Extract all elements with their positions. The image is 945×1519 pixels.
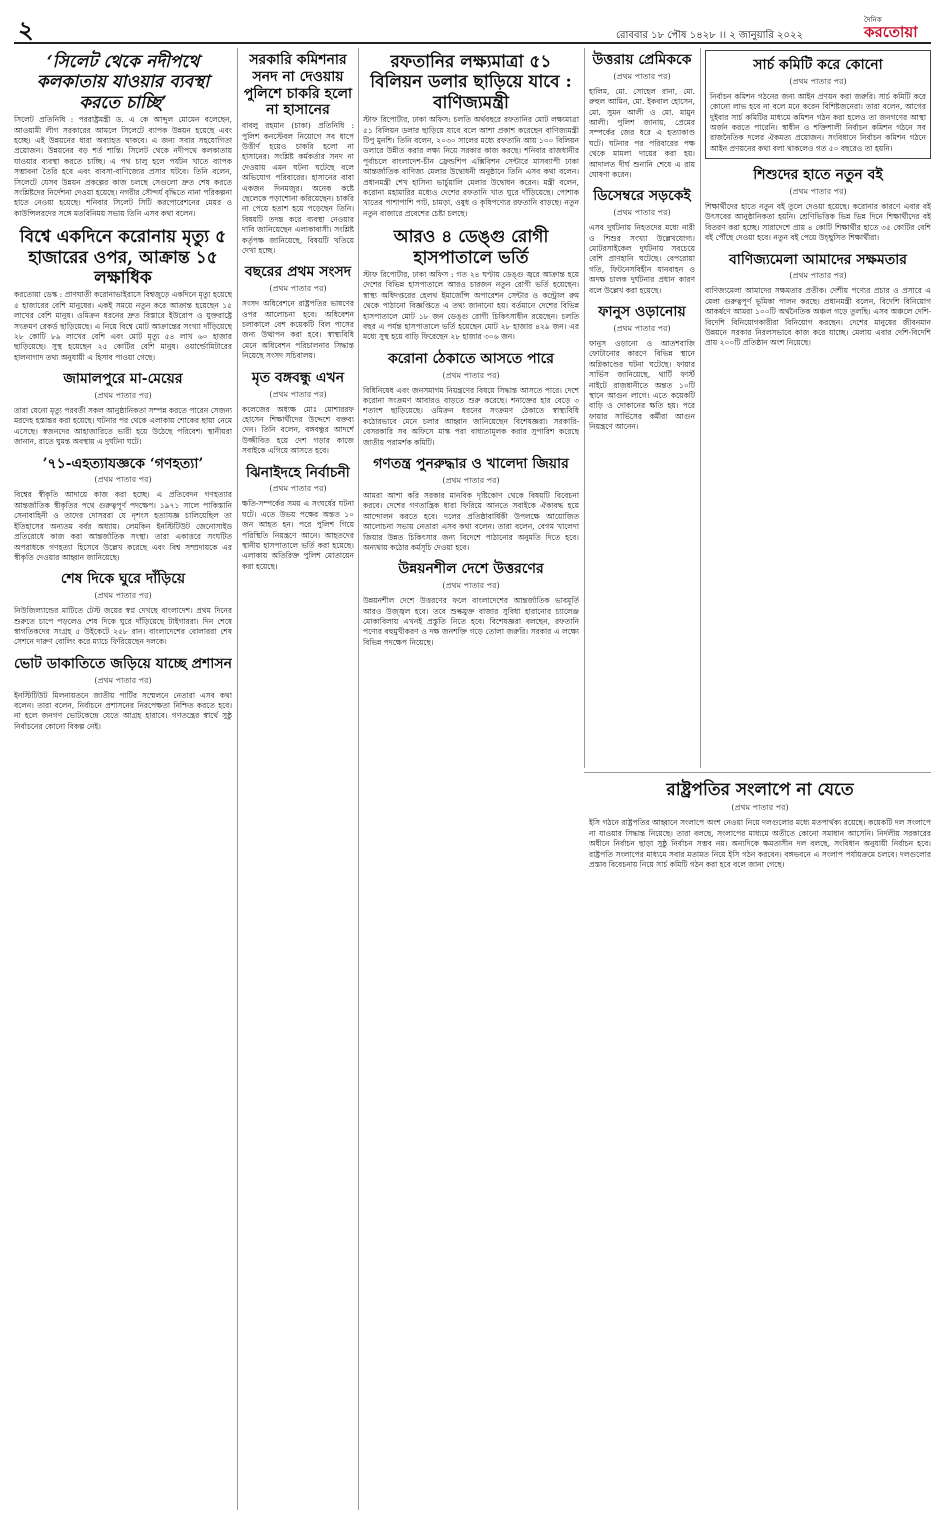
article-headline: ঝিনাইদহে নির্বাচনী xyxy=(246,464,350,481)
article-body: বিধিনিষেধ এবং জনসমাগম নিয়ন্ত্রণের বিষয়ে সিদ্ধান্ত আসতে পারে। দেশে করোনা সংক্রমণ আবারও বাড়তে শুরু করেছে। শনাক্তের হার বেড়ে ৩ শতাংশ ছাড়িয়েছে। ওমিক্রন ধরনের সংক্রমণ ঠেকাতে স্বাস্থ্যবিধি কঠোরভাবে মেনে চলার আহ্বান জানিয়েছেন বিশেষজ্ঞরা। সরকারি-বেসরকারি সব অফিসে মাস্ক পরা বাধ্যতামূলক করার সুপারিশ করেছে জাতীয় পরামর্শক কমিটি। xyxy=(363,385,579,447)
article-vote-robbery xyxy=(14,656,232,732)
article-headline: ’৭১-এহত্যাযজ্ঞকে ‘গণহত্যা’ xyxy=(42,455,204,472)
article-balloon xyxy=(589,304,695,432)
article-finally-stood xyxy=(14,571,232,647)
column-2 xyxy=(242,50,354,1510)
article-body: কলেজের অধ্যক্ষ মোঃ মোশাররফ হোসেন শিক্ষার্থীদের উদ্দেশে বক্তব্য দেন। তিনি বলেন, বঙ্গবন্ধুর আদর্শে উজ্জীবিত হয়ে দেশ গড়ার কাজে সবাইকে এগিয়ে আসতে হবে। xyxy=(242,404,354,456)
article-headline: জামালপুরে মা-মেয়ের xyxy=(63,371,183,388)
article-headline: রাষ্ট্রপতির সংলাপে না যেতে xyxy=(666,780,854,800)
continued-label: (প্রথম পাতার পর) xyxy=(789,76,847,86)
continued-label: (প্রথম পাতার পর) xyxy=(94,475,152,485)
article-democracy-khaleda xyxy=(363,456,579,553)
article-body: শিক্ষার্থীদের হাতে নতুন বই তুলে দেওয়া হয়েছে। করোনার কারণে এবার বই উৎসবের আনুষ্ঠানিকতা হয়নি। শ্রেণিভিত্তিক ভিন্ন ভিন্ন দিনে শিক্ষার্থীদের বই বিতরণ করা হচ্ছে। সারাদেশে প্রায় ৪ কোটি শিক্ষার্থীর হাতে ৩৫ কোটির বেশি বই পৌঁছে দেওয়া হবে। নতুন বই পেয়ে উচ্ছ্বসিত শিক্ষার্থীরা। xyxy=(705,202,931,243)
article-headline: ‘সিলেট থেকে নদীপথে কলকাতায় যাওয়ার ব্যবস্থা করতে চাচ্ছি’ xyxy=(36,52,210,113)
bottom-right-block xyxy=(589,778,931,1510)
article-body: স্টাফ রিপোর্টার, ঢাকা অফিস : গত ২৪ ঘণ্টায় ডেঙ্গু জ্বরে আক্রান্ত হয়ে দেশের বিভিন্ন হাসপাতালে আরও চারজন নতুন রোগী ভর্তি হয়েছেন। স্বাস্থ্য অধিদপ্তরের হেলথ ইমার্জেন্সি অপারেশন সেন্টার ও কন্ট্রোল রুম থেকে পাঠানো বিজ্ঞপ্তিতে এ তথ্য জানানো হয়। বর্তমানে দেশের বিভিন্ন হাসপাতালে মোট ১৮ জন ডেঙ্গু রোগী চিকিৎসাধীন রয়েছেন। চলতি বছর এ পর্যন্ত হাসপাতালে ভর্তি হয়েছেন মোট ২৮ হাজার ৪২৯ জন। এর মধ্যে সুস্থ হয়ে বাড়ি ফিরেছেন ২৮ হাজার ৩০৬ জন। xyxy=(363,270,579,342)
article-headline: বাণিজ্যমেলা আমাদের সক্ষমতার xyxy=(728,251,908,268)
article-headline: সার্চ কমিটি করে কোনো xyxy=(753,57,883,73)
continued-label: (প্রথম পাতার পর) xyxy=(94,591,152,601)
article-martyr-father xyxy=(242,370,354,457)
newspaper-logo xyxy=(862,14,928,40)
column-3 xyxy=(363,50,579,1510)
article-headline: ভোট ডাকাতিতে জড়িয়ে যাচ্ছে প্রশাসন xyxy=(14,655,232,672)
article-body: সংসদ অধিবেশনে রাষ্ট্রপতির ভাষণের ওপর আলোচনা হবে। অধিবেশন চলাকালে বেশ কয়েকটি বিল পাসের জন্য উত্থাপন করা হবে। স্বাস্থ্যবিধি মেনে অধিবেশন পরিচালনার সিদ্ধান্ত নিয়েছে সংসদ সচিবালয়। xyxy=(242,299,354,361)
continued-label: (প্রথম পাতার পর) xyxy=(442,581,500,591)
article-headline: ডিসেম্বরে সড়কেই xyxy=(593,188,691,205)
continued-label: (প্রথম পাতার পর) xyxy=(613,323,671,333)
article-body: বাণিজ্যমেলা আমাদের সক্ষমতার প্রতীক। দেশীয় পণ্যের প্রচার ও প্রসারে এ মেলা গুরুত্বপূর্ণ ভূমিকা পালন করছে। প্রধানমন্ত্রী বলেন, বিদেশি বিনিয়োগ আকর্ষণে আমরা ১০০টি অর্থনৈতিক অঞ্চল গড়ে তুলছি। এসব অঞ্চলে দেশি-বিদেশি বিনিয়োগকারীরা বিনিয়োগ করছেন। দেশের মানুষের জীবনমান উন্নয়নে সরকার নিরলসভাবে কাজ করে যাচ্ছে। মেলায় এবার দেশি-বিদেশি প্রায় ২০০টি প্রতিষ্ঠান অংশ নিয়েছে। xyxy=(705,286,931,348)
article-headline: গণতন্ত্র পুনরুদ্ধার ও খালেদা জিয়ার xyxy=(373,456,569,473)
article-body: ইসি গঠনে রাষ্ট্রপতির আহ্বানে সংলাপে অংশ নেওয়া নিয়ে দলগুলোর মধ্যে মতপার্থক্য রয়েছে। কয়েকটি দল সংলাপে না যাওয়ার সিদ্ধান্ত নিয়েছে। তারা বলছে, সংলাপের মাধ্যমে অতীতে কোনো সমাধান আসেনি। নির্দলীয় সরকারের অধীনে নির্বাচন ছাড়া সুষ্ঠু নির্বাচন সম্ভব নয়। অন্যদিকে ক্ষমতাসীন দল বলছে, সংবিধান অনুযায়ী নির্বাচন হবে। রাষ্ট্রপতি সংলাপের মাধ্যমে সবার মতামত নিয়ে ইসি গঠন করবেন। বঙ্গভবনে এ সংলাপ পর্যায়ক্রমে চলবে। দলগুলোর প্রস্তাব বিবেচনায় নিয়ে সার্চ কমিটি গঠন করা হবে বলে জানা গেছে। xyxy=(589,818,931,870)
continued-label: (প্রথম পাতার পর) xyxy=(269,284,327,294)
continued-label: (প্রথম পাতার পর) xyxy=(442,370,500,380)
article-body: বিশ্বের স্বীকৃতি আদায়ে কাজ করা হচ্ছে। এ প্রতিবেদন গণহত্যার আন্তর্জাতিক স্বীকৃতির পথে গুরুত্বপূর্ণ পদক্ষেপ। ১৯৭১ সালে পাকিস্তানি সেনাবাহিনী ও তাদের দোসররা যে নৃশংস হত্যাযজ্ঞ চালিয়েছিল তা ইতিহাসের অন্যতম বর্বর অধ্যায়। লেমকিন ইনস্টিটিউট জেনোসাইড প্রতিরোধে কাজ করা আন্তর্জাতিক সংস্থা। তারা একাত্তরে সংঘটিত অপরাধকে গণহত্যা হিসেবে উল্লেখ করেছে এবং বিশ্ব সম্প্রদায়কে এর স্বীকৃতি দেওয়ার আহ্বান জানিয়েছে। xyxy=(14,490,232,562)
continued-label: (প্রথম পাতার পর) xyxy=(269,484,327,494)
article-world-corona xyxy=(14,227,232,363)
article-trade-fair xyxy=(705,252,931,349)
article-headline: করোনা ঠেকাতে আসতে পারে xyxy=(388,350,554,367)
article-children-books xyxy=(705,167,931,243)
article-headline: উত্তরায় প্রেমিককে xyxy=(592,52,692,68)
article-body: সিলেট প্রতিনিধি : পররাষ্ট্রমন্ত্রী ড. এ কে আব্দুল মোমেন বলেছেন, আওয়ামী লীগ সরকারের আমলে সিলেটে ব্যাপক উন্নয়ন হয়েছে এবং হচ্ছে। এই উন্নয়নের ধারা অব্যাহত থাকবে। এ জন্য সবার সহযোগিতা প্রয়োজন। উন্নয়নের বড় শর্ত শান্তি। সিলেট থেকে নদীপথে কলকাতায় যাওয়ার ব্যবস্থা করতে চাচ্ছি। এ পথ চালু হলে পর্যটন খাতে ব্যাপক সম্ভাবনা তৈরি হবে এবং ব্যবসা-বাণিজ্যের প্রসার ঘটবে। তিনি বলেন, সিলেটে যেসব উন্নয়ন প্রকল্পের কাজ চলছে সেগুলো দ্রুত শেষ করতে সংশ্লিষ্টদের নির্দেশনা দেওয়া হয়েছে। নগরীর সৌন্দর্য বৃদ্ধিতে নানা পরিকল্পনা হাতে নেওয়া হয়েছে। শনিবার সিলেট সিটি করপোরেশনের মেয়র ও কাউন্সিলরদের সঙ্গে মতবিনিময় সভায় তিনি এসব কথা বলেন। xyxy=(14,115,232,218)
column-rule xyxy=(700,48,701,768)
article-body: আমরা আশা করি সরকার মানবিক দৃষ্টিকোণ থেকে বিষয়টি বিবেচনা করবে। দেশের গণতান্ত্রিক ধারা ফিরিয়ে আনতে সবাইকে ঐক্যবদ্ধ হয়ে আন্দোলন করতে হবে। দলের প্রতিষ্ঠাবার্ষিকী উপলক্ষে আয়োজিত আলোচনা সভায় নেতারা এসব কথা বলেন। তারা বলেন, বেগম খালেদা জিয়ার উন্নত চিকিৎসার জন্য বিদেশে পাঠানোর অনুমতি দিতে হবে। অন্যথায় কঠোর কর্মসূচি দেওয়া হবে। xyxy=(363,490,579,552)
article-body: নির্বাচন কমিশন গঠনের জন্য আইন প্রণয়ন করা জরুরি। সার্চ কমিটি করে কোনো লাভ হবে না বলে মনে করেন বিশিষ্টজনেরা। তারা বলেন, আগের দুইবার সার্চ কমিটির মাধ্যমে কমিশন গঠন করা হলেও তা জনগণের আস্থা অর্জন করতে পারেনি। স্বাধীন ও শক্তিশালী নির্বাচন কমিশন গঠনে সব রাজনৈতিক দলের ঐকমত্য প্রয়োজন। সংবিধানে নির্বাচন কমিশন গঠনে আইন প্রণয়নের কথা বলা থাকলেও গত ৫০ বছরেও তা হয়নি। xyxy=(710,91,926,153)
continued-label: (প্রথম পাতার পর) xyxy=(789,271,847,281)
article-search-committee xyxy=(705,50,931,159)
continued-label: (প্রথম পাতার পর) xyxy=(731,803,789,813)
continued-label: (প্রথম পাতার পর) xyxy=(789,187,847,197)
column-rule xyxy=(358,48,359,1510)
article-headline: বছরের প্রথম সংসদ xyxy=(244,264,352,281)
article-december-road xyxy=(589,188,695,296)
column-rule xyxy=(584,48,585,768)
article-headline: উন্নয়নশীল দেশে উত্তরণের xyxy=(398,561,544,578)
article-sylhet-kolkata xyxy=(14,52,232,219)
article-body: এসব দুর্ঘটনায় নিহতদের মধ্যে নারী ও শিশুর সংখ্যা উল্লেখযোগ্য। মোটরসাইকেল দুর্ঘটনায় সবচেয়ে বেশি প্রাণহানি ঘটেছে। বেপরোয়া গতি, ফিটনেসবিহীন যানবাহন ও অদক্ষ চালক দুর্ঘটনার প্রধান কারণ বলে উল্লেখ করা হয়েছে। xyxy=(589,223,695,295)
article-headline: শিশুদের হাতে নতুন বই xyxy=(753,167,883,184)
article-body: তারা যেনো মৃত্যু পরবর্তী সকল আনুষ্ঠানিকতা সম্পন্ন করতে পারেন সেজন্য মরদেহ হস্তান্তর করা হয়েছে। ঘটনার পর থেকে এলাকায় শোকের ছায়া নেমে এসেছে। স্বজনদের আহাজারিতে ভারী হয়ে উঠেছে পরিবেশ। স্থানীয়রা জানান, রাতে ঘুমন্ত অবস্থায় এ দুর্ঘটনা ঘটে। xyxy=(14,406,232,447)
column-4 xyxy=(589,50,695,766)
article-headline: সরকারি কমিশনার সনদ না দেওয়ায় পুলিশে চাকরি হলো না হাসানের xyxy=(243,52,353,119)
article-body: হালিম, মো. সোহেল রানা, মো. রুহুল আমিন, মো. ইকবাল হোসেন, মো. সুমন আলী ও মো. মামুন আলী। পুলিশ জানায়, প্রেমের সম্পর্কের জের ধরে এ হত্যাকাণ্ড ঘটে। ঘটনার পর পরিবারের পক্ষ থেকে মামলা দায়ের করা হয়। আদালত দীর্ঘ শুনানি শেষে এ রায় ঘোষণা করেন। xyxy=(589,86,695,180)
article-body: করতোয়া ডেস্ক : প্রাণঘাতী করোনাভাইরাসে বিশ্বজুড়ে একদিনে মৃত্যু হয়েছে ৫ হাজারের বেশি মানুষের। একই সময়ে নতুন করে আক্রান্ত হয়েছেন ১৫ লাখের বেশি মানুষ। ওমিক্রন ধরনের দ্রুত বিস্তারে ইউরোপ ও যুক্তরাষ্ট্রে সংক্রমণ রেকর্ড ছাড়িয়েছে। এ নিয়ে বিশ্বে মোট আক্রান্তের সংখ্যা দাঁড়িয়েছে ২৮ কোটি ৮৯ লাখের বেশি এবং মোট মৃত্যু ৫৪ লাখ ৬০ হাজার ছাড়িয়েছে। সুস্থ হয়েছেন ২৫ কোটির বেশি মানুষ। ওয়ার্ল্ডোমিটারের হালনাগাদ তথ্য অনুযায়ী এ হিসাব পাওয়া গেছে। xyxy=(14,290,232,362)
article-body: ফানুস ওড়ানো ও আতশবাজি ফোটানোর কারণে বিভিন্ন স্থানে অগ্নিকাণ্ডের ঘটনা ঘটেছে। ফায়ার সার্ভিস জানিয়েছে, থার্টি ফার্স্ট নাইটে রাজধানীতে অন্তত ১০টি স্থানে আগুন লাগে। এতে কয়েকটি বাড়ি ও দোকানের ক্ষতি হয়। পরে ফায়ার সার্ভিসের কর্মীরা আগুন নিয়ন্ত্রণে আনেন। xyxy=(589,338,695,432)
column-rule xyxy=(237,48,238,1510)
section-rule xyxy=(584,772,931,773)
article-body: ক্ষতি-সম্পর্কের সময় এ সংঘর্ষের ঘটনা ঘটে। এতে উভয় পক্ষের অন্তত ১০ জন আহত হন। পরে পুলিশ গিয়ে পরিস্থিতি নিয়ন্ত্রণে আনে। আহতদের স্থানীয় হাসপাতালে ভর্তি করা হয়েছে। এলাকায় অতিরিক্ত পুলিশ মোতায়েন করা হয়েছে। xyxy=(242,499,354,571)
continued-label: (প্রথম পাতার পর) xyxy=(269,389,327,399)
article-export-target xyxy=(363,52,579,219)
article-body: নিউজিল্যান্ডের মাটিতে টেস্ট জয়ের স্বপ্ন দেখছে বাংলাদেশ। প্রথম দিনের শুরুতে চাপে পড়লেও শেষ দিকে ঘুরে দাঁড়িয়েছে টাইগাররা। দিন শেষে স্বাগতিকদের সংগ্রহ ৫ উইকেটে ২৫৮ রান। বাংলাদেশের বোলাররা শেষ সেশনে দারুণ বোলিং করে ম্যাচে ফিরিয়েছেন দলকে। xyxy=(14,606,232,647)
article-headline: রফতানির লক্ষ্যমাত্রা ৫১ বিলিয়ন ডলার ছাড়িয়ে যাবে : বাণিজ্যমন্ত্রী xyxy=(370,52,572,113)
article-developing-country xyxy=(363,561,579,648)
article-govt-commission xyxy=(242,52,354,256)
continued-label: (প্রথম পাতার পর) xyxy=(94,675,152,685)
article-body: স্টাফ রিপোর্টার, ঢাকা অফিস: চলতি অর্থবছরে রফতানির মোট লক্ষ্যমাত্রা ৫১ বিলিয়ন ডলার ছাড়িয়ে যাবে বলে আশা প্রকাশ করেছেন বাণিজ্যমন্ত্রী টিপু মুনশি। তিনি বলেন, ২০৩০ সালের মধ্যে রফতানি আয় ১০০ বিলিয়ন ডলারে উন্নীত করার লক্ষ্য নিয়ে সরকার কাজ করছে। শনিবার রাজধানীর পূর্বাচলে বাংলাদেশ-চীন ফ্রেন্ডশিপ এক্সিবিশন সেন্টারে মাসব্যাপী ঢাকা আন্তর্জাতিক বাণিজ্য মেলার উদ্বোধনী অনুষ্ঠানে তিনি এসব কথা বলেন। প্রধানমন্ত্রী শেখ হাসিনা ভার্চুয়ালি মেলার উদ্বোধন করেন। মন্ত্রী বলেন, করোনা মহামারির মধ্যেও দেশের রফতানি খাত ঘুরে দাঁড়িয়েছে। পোশাক খাতের পাশাপাশি পাট, চামড়া, ওষুধ ও কৃষিপণ্যের রফতানি বাড়ছে। নতুন নতুন বাজারে প্রবেশের চেষ্টা চলছে। xyxy=(363,115,579,218)
article-president-dialogue xyxy=(589,780,931,870)
date-line: রোববার ১৮ পৌষ ১৪২৮ ।। ২ জানুয়ারি ২০২২ xyxy=(616,30,804,41)
article-year-first-session xyxy=(242,264,354,361)
article-headline: মৃত বঙ্গবন্ধু এখন xyxy=(251,369,345,386)
article-genocide71 xyxy=(14,456,232,564)
article-body: উন্নয়নশীল দেশে উত্তরণের ফলে বাংলাদেশের আন্তর্জাতিক ভাবমূর্তি আরও উজ্জ্বল হবে। তবে শুল্কমুক্ত বাজার সুবিধা হারানোর চ্যালেঞ্জ মোকাবিলায় এখনই প্রস্তুতি নিতে হবে। বিশেষজ্ঞরা বলছেন, রফতানি পণ্যের বহুমুখীকরণ ও দক্ষ জনশক্তি গড়ে তোলা জরুরি। সরকার এ লক্ষ্যে বিভিন্ন পদক্ষেপ নিয়েছে। xyxy=(363,596,579,647)
article-dengue xyxy=(363,227,579,343)
continued-label: (প্রথম পাতার পর) xyxy=(613,208,671,218)
article-northern-love xyxy=(589,52,695,180)
article-headline: আরও ৪ ডেঙ্গু রোগী হাসপাতালে ভর্তি xyxy=(393,227,549,268)
article-headline: বিশ্বে একদিনে করোনায় মৃত্যু ৫ হাজারের ওপর, আক্রান্ত ১৫ লক্ষাধিক xyxy=(19,227,227,289)
article-corona-prevent xyxy=(363,351,579,448)
page-header xyxy=(14,12,931,44)
article-jamalpur xyxy=(14,371,232,447)
column-1 xyxy=(14,50,232,1510)
article-headline: ফানুস ওড়ানোয় xyxy=(598,304,686,321)
article-headline: শেষ দিকে ঘুরে দাঁড়িয়ে xyxy=(60,571,186,588)
logo-name-text: করতোয়া xyxy=(864,23,918,40)
continued-label: (প্রথম পাতার পর) xyxy=(613,71,671,81)
article-body: বাবলু রহমান (চাকা) প্রতিনিধি : পুলিশ কনস্টেবল নিয়োগে সব ধাপে উত্তীর্ণ হয়েও চাকরি হলো না হাসানের। সংশ্লিষ্ট কর্মকর্তার সনদ না দেওয়ায় এমন ঘটনা ঘটেছে বলে অভিযোগ পরিবারের। হাসানের বাবা একজন দিনমজুর। অনেক কষ্টে ছেলেকে পড়াশোনা করিয়েছেন। চাকরি না পেয়ে হতাশ হয়ে পড়েছেন তিনি। বিষয়টি তদন্ত করে ব্যবস্থা নেওয়ার দাবি জানিয়েছেন এলাকাবাসী। সংশ্লিষ্ট কর্তৃপক্ষ জানিয়েছে, বিষয়টি খতিয়ে দেখা হচ্ছে। xyxy=(242,121,354,256)
column-5 xyxy=(705,50,931,766)
continued-label: (প্রথম পাতার পর) xyxy=(442,475,500,485)
article-jhenaidah xyxy=(242,465,354,573)
logo-small-text: দৈনিক xyxy=(864,16,882,24)
continued-label: (প্রথম পাতার পর) xyxy=(94,391,152,401)
article-body: ইনস্টিটিউট মিলনায়তনে জাতীয় পার্টির সম্মেলনে নেতারা এসব কথা বলেন। তারা বলেন, নির্বাচনে প্রশাসনের নিরপেক্ষতা নিশ্চিত করতে হবে। না হলে জনগণ ভোটকেন্দ্রে যেতে আগ্রহ হারাবে। গণতন্ত্রের স্বার্থে সুষ্ঠু নির্বাচনের কোনো বিকল্প নেই। xyxy=(14,690,232,731)
page-number: ২ xyxy=(18,15,34,44)
